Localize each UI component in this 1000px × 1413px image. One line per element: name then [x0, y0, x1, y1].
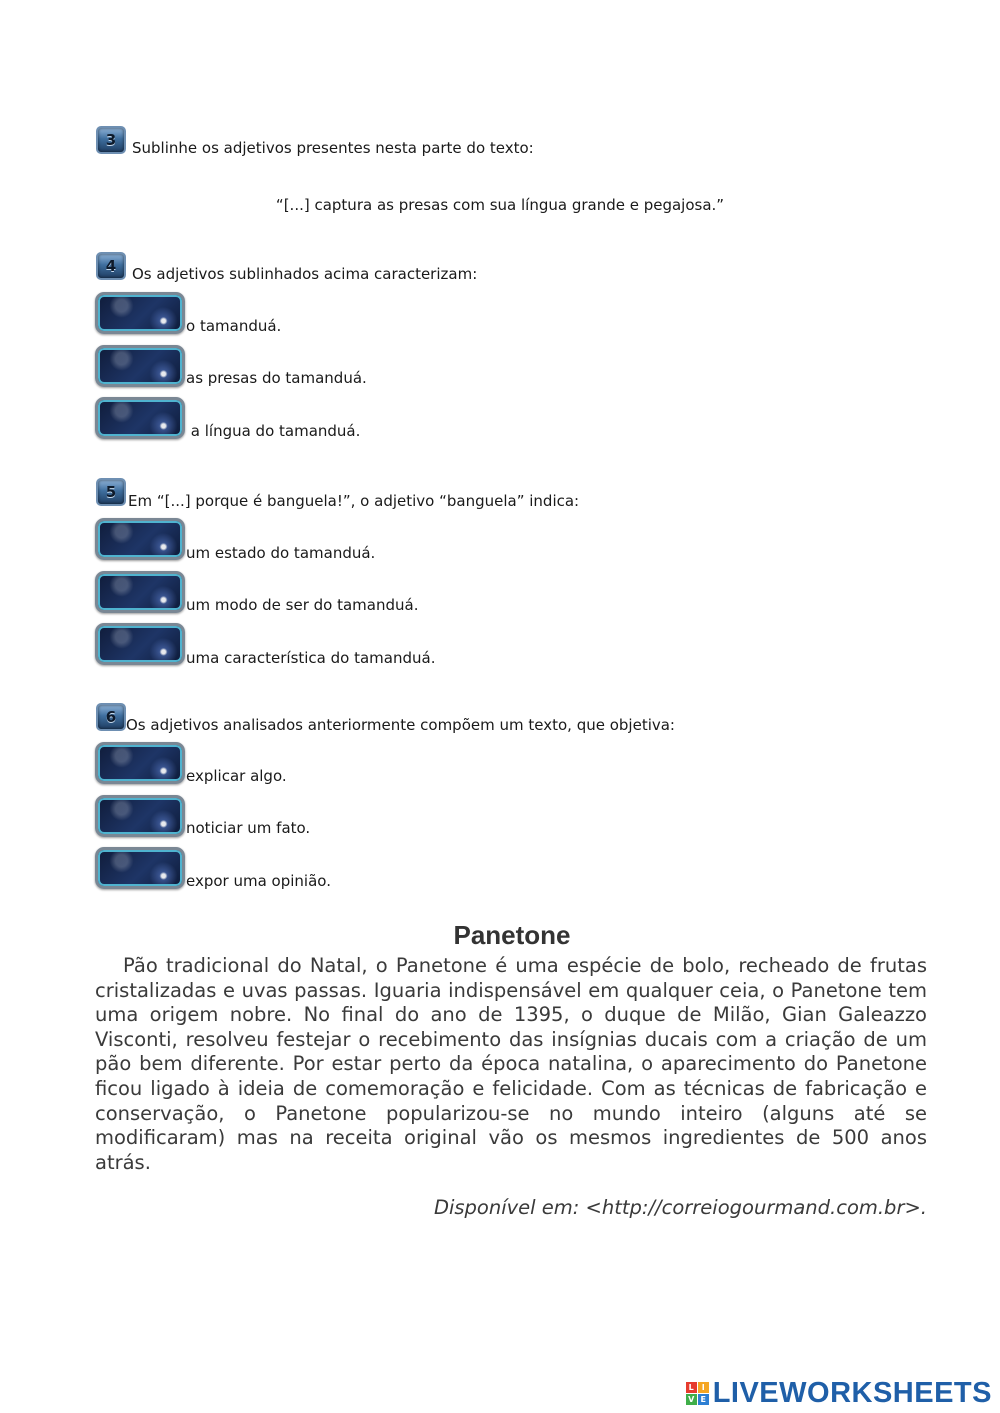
answer-option-label: noticiar um fato.: [186, 819, 311, 837]
answer-option-button[interactable]: [95, 292, 185, 334]
logo-letter: E: [698, 1394, 709, 1405]
logo-letter: V: [686, 1394, 697, 1405]
logo-letter: I: [698, 1382, 709, 1393]
answer-option-label: um modo de ser do tamanduá.: [186, 596, 419, 614]
answer-option-label: expor uma opinião.: [186, 872, 331, 890]
answer-option-label: um estado do tamanduá.: [186, 544, 376, 562]
question-prompt: Em “[...] porque é banguela!”, o adjetivo “banguela” indica:: [128, 492, 580, 510]
answer-option-button[interactable]: [95, 345, 185, 387]
question-number-badge: 5: [96, 478, 126, 506]
question-number-badge: 3: [96, 126, 126, 154]
answer-option-label: o tamanduá.: [186, 317, 282, 335]
article-body: Pão tradicional do Natal, o Panetone é uma espécie de bolo, recheado de frutas cristalizadas e uvas passas. Iguaria indispensável em qualquer ceia, o Panetone tem uma origem nobre. No final do ano de 1395, o duque de Milão, Gian Galeazzo Visconti, resolveu festejar o recebimento das insígnias ducais com a criação de um pão bem diferente. Por estar perto da época natalina, o aparecimento do Panetone ficou ligado à ideia de comemoração e felicidade. Com as técnicas de fabricação e conservação, o Panetone popularizou-se no mundo inteiro (alguns até se modificaram) mas na receita original vão os mesmos ingredientes de 500 anos atrás.: [95, 954, 927, 1174]
answer-option-button[interactable]: [95, 571, 185, 613]
question-prompt: Os adjetivos sublinhados acima caracterizam:: [132, 265, 478, 283]
question-number-badge: 4: [96, 252, 126, 280]
article-source: Disponível em: <http://correiogourmand.com.br>.: [433, 1196, 927, 1219]
question-number-badge: 6: [96, 703, 126, 731]
answer-option-button[interactable]: [95, 795, 185, 837]
liveworksheets-logo: [686, 1377, 992, 1409]
quoted-excerpt: “[...] captura as presas com sua língua grande e pegajosa.”: [275, 196, 725, 214]
question-prompt: Os adjetivos analisados anteriormente compõem um texto, que objetiva:: [126, 716, 675, 734]
answer-option-label: a língua do tamanduá.: [186, 422, 361, 440]
answer-option-label: uma característica do tamanduá.: [186, 649, 436, 667]
logo-letter: L: [686, 1382, 697, 1393]
answer-option-button[interactable]: [95, 518, 185, 560]
answer-option-label: as presas do tamanduá.: [186, 369, 367, 387]
answer-option-label: explicar algo.: [186, 767, 287, 785]
answer-option-button[interactable]: [95, 742, 185, 784]
answer-option-button[interactable]: [95, 623, 185, 665]
logo-text: LIVEWORKSHEETS: [712, 1376, 992, 1409]
answer-option-button[interactable]: [95, 397, 185, 439]
answer-option-button[interactable]: [95, 847, 185, 889]
question-prompt: Sublinhe os adjetivos presentes nesta parte do texto:: [132, 139, 534, 157]
article-title: Panetone: [453, 920, 571, 950]
logo-mark-icon: [686, 1382, 709, 1405]
